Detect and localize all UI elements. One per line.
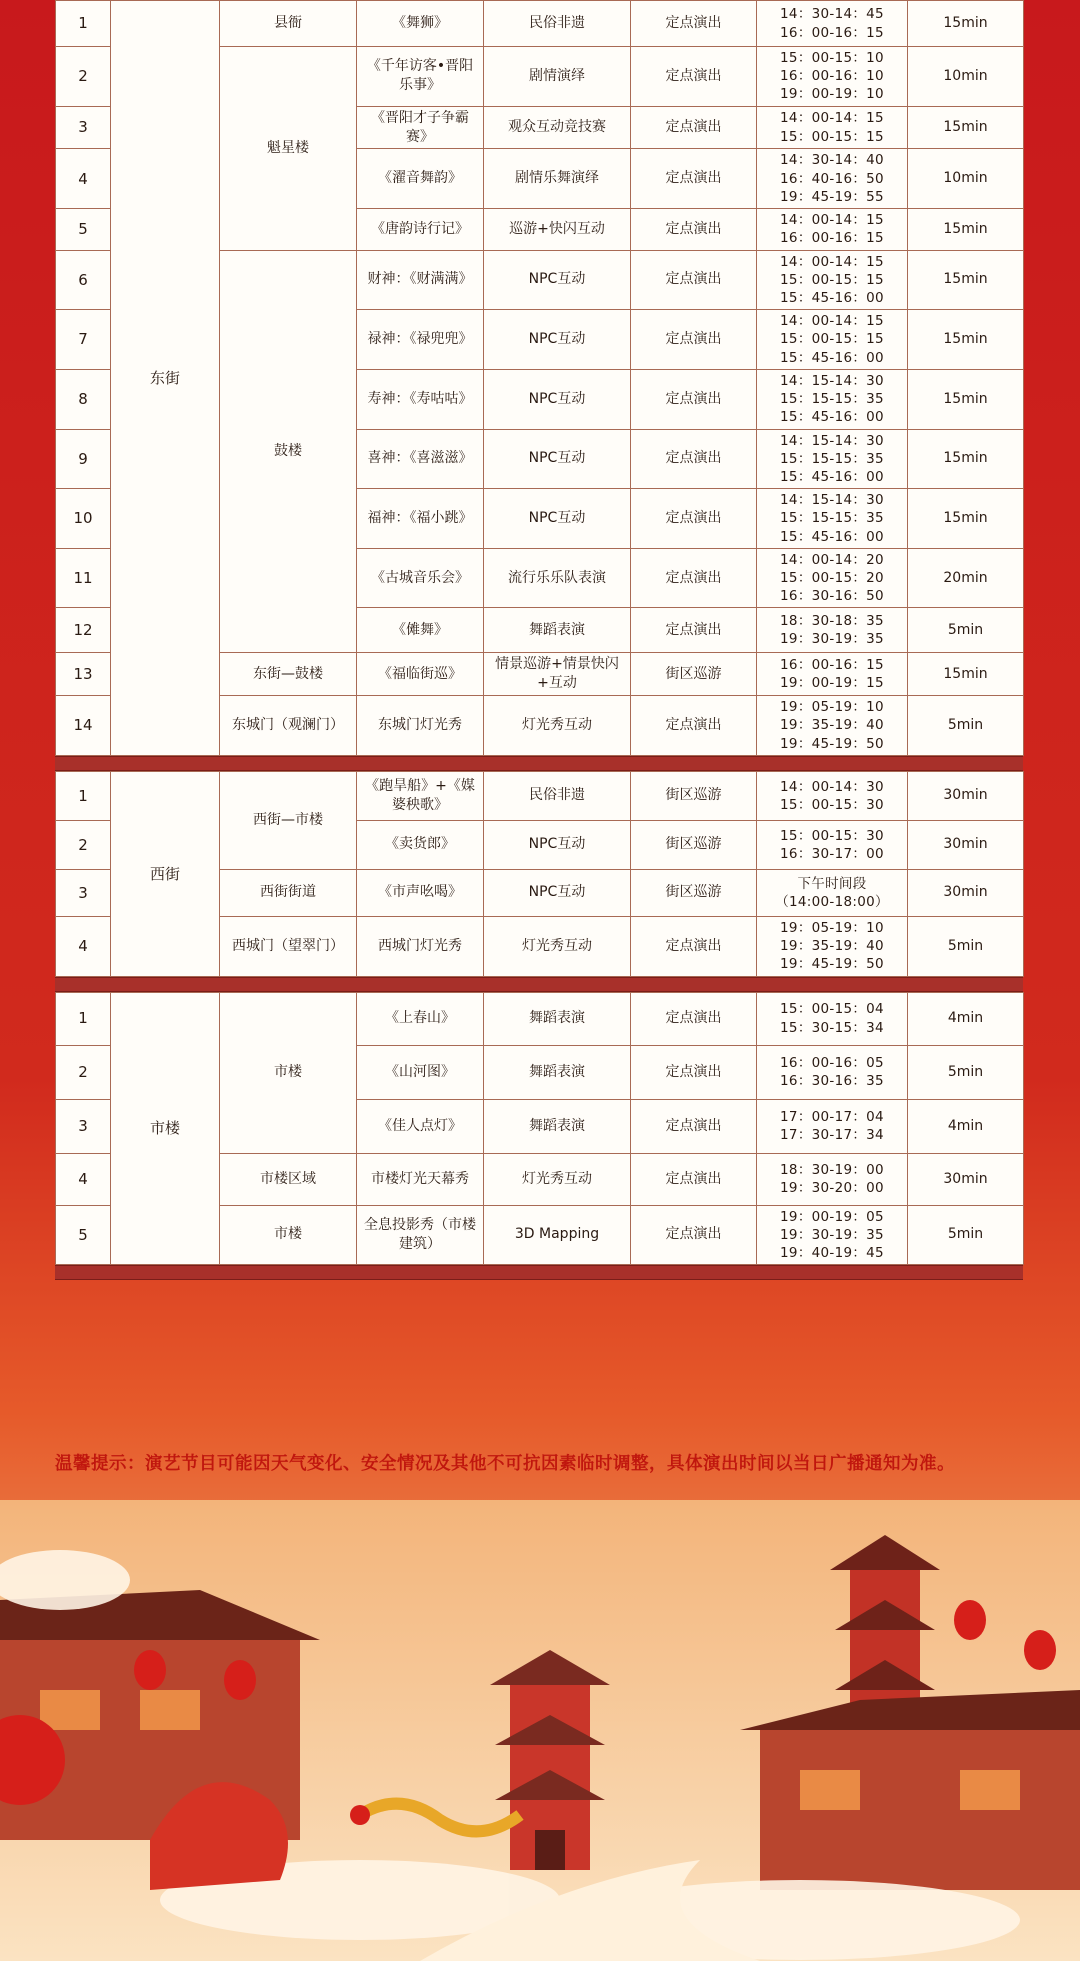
venue-name: 鼓楼 [220, 250, 357, 653]
time-slot: 15：00-15：10 [780, 50, 884, 66]
show-times [757, 916, 908, 976]
row-number: 13 [56, 653, 111, 696]
show-type: 民俗非遗 [484, 771, 631, 820]
notice-text: 温馨提示：演艺节目可能因天气变化、安全情况及其他不可抗因素临时调整，具体演出时间以当日广播通知为准。 [55, 1454, 955, 1474]
time-slot: 15：15-15：35 [780, 450, 884, 467]
show-type: NPC互动 [484, 250, 631, 310]
show-times [757, 369, 908, 429]
row-number: 11 [56, 548, 111, 608]
duration: 30min [908, 820, 1024, 869]
time-slot: 19：30-19：35 [780, 1226, 884, 1243]
show-type: 3D Mapping [484, 1205, 631, 1265]
time-slot: 16：00-16：10 [780, 68, 884, 85]
row-number: 1 [56, 771, 111, 820]
show-times [757, 1, 908, 47]
time-slot: 19：30-20：00 [780, 1180, 884, 1197]
show-name: 《唐韵诗行记》 [357, 209, 484, 250]
show-name: 财神：《财满满》 [357, 250, 484, 310]
area-name: 西街 [111, 771, 220, 976]
section-divider [55, 1265, 1023, 1280]
performance-mode: 定点演出 [631, 1, 757, 47]
time-slot: 16：00-16：15 [780, 657, 884, 674]
show-name: 《古城音乐会》 [357, 548, 484, 608]
time-slot: 15：15-15：35 [780, 391, 884, 408]
duration: 15min [908, 310, 1024, 370]
time-slot: 19：30-19：35 [780, 631, 884, 648]
show-name: 《市声吆喝》 [357, 869, 484, 916]
row-number: 5 [56, 209, 111, 250]
show-type: 民俗非遗 [484, 1, 631, 47]
duration: 15min [908, 369, 1024, 429]
time-slot: 19：00-19：10 [780, 86, 884, 103]
row-number: 9 [56, 429, 111, 489]
time-slot: 19：45-19：50 [780, 735, 884, 752]
section-divider [55, 977, 1023, 992]
time-slot: 19：00-19：15 [780, 675, 884, 692]
time-slot: 14：00-14：15 [780, 313, 884, 330]
time-slot: 14：30-14：40 [780, 152, 884, 169]
venue-name: 西城门（望翠门） [220, 916, 357, 976]
duration: 30min [908, 1153, 1024, 1205]
time-slot: 14：15-14：30 [780, 432, 884, 449]
duration: 15min [908, 106, 1024, 149]
show-type: 情景巡游+情景快闪+互动 [484, 653, 631, 696]
time-slot: 19：45-19：55 [780, 188, 884, 205]
show-name: 《傩舞》 [357, 608, 484, 653]
duration: 20min [908, 548, 1024, 608]
time-slot: 16：00-16：15 [780, 24, 884, 41]
row-number: 4 [56, 916, 111, 976]
time-slot: 19：05-19：10 [780, 919, 884, 936]
table-row [56, 771, 1024, 820]
row-number: 2 [56, 820, 111, 869]
time-slot: 16：30-16：35 [780, 1073, 884, 1090]
show-type: 剧情演绎 [484, 47, 631, 107]
show-name: 市楼灯光天幕秀 [357, 1153, 484, 1205]
show-times [757, 869, 908, 916]
show-type: NPC互动 [484, 429, 631, 489]
row-number: 4 [56, 1153, 111, 1205]
schedule-table [55, 771, 1024, 977]
show-times [757, 209, 908, 250]
show-times [757, 653, 908, 696]
time-slot: 15：00-15：15 [780, 128, 884, 145]
show-name: 《福临街巡》 [357, 653, 484, 696]
performance-mode: 定点演出 [631, 1153, 757, 1205]
show-type: NPC互动 [484, 369, 631, 429]
performance-mode: 定点演出 [631, 489, 757, 549]
time-slot: 18：30-18：35 [780, 613, 884, 630]
time-slot: 14：15-14：30 [780, 372, 884, 389]
venue-name: 西街街道 [220, 869, 357, 916]
area-name: 市楼 [111, 992, 220, 1265]
time-slot: 14：00-14：15 [780, 253, 884, 270]
performance-mode: 定点演出 [631, 992, 757, 1045]
duration: 4min [908, 1099, 1024, 1153]
row-number: 1 [56, 1, 111, 47]
venue-name: 县衙 [220, 1, 357, 47]
show-type: 舞蹈表演 [484, 1045, 631, 1099]
show-type: 舞蹈表演 [484, 1099, 631, 1153]
time-slot: 15：45-16：00 [780, 528, 884, 545]
right-buildings-icon [740, 1690, 1080, 1890]
row-number: 7 [56, 310, 111, 370]
show-type: 巡游+快闪互动 [484, 209, 631, 250]
time-slot: 15：00-15：20 [780, 570, 884, 587]
time-slot: 15：00-15：15 [780, 331, 884, 348]
time-slot: 15：00-15：30 [780, 827, 884, 844]
performance-mode: 街区巡游 [631, 820, 757, 869]
performance-mode: 定点演出 [631, 429, 757, 489]
show-type: 观众互动竞技赛 [484, 106, 631, 149]
row-number: 4 [56, 149, 111, 209]
show-name: 寿神：《寿咕咕》 [357, 369, 484, 429]
section-market-tower [56, 992, 1024, 1265]
show-times [757, 1153, 908, 1205]
time-slot: 19：35-19：40 [780, 938, 884, 955]
schedule-table [55, 0, 1024, 756]
time-slot: （14:00-18:00） [775, 893, 889, 910]
show-times [757, 1205, 908, 1265]
time-slot: 14：30-14：45 [780, 6, 884, 23]
row-number: 3 [56, 869, 111, 916]
time-slot: 15：30-15：34 [780, 1019, 884, 1036]
time-slot: 15：00-15：30 [780, 796, 884, 813]
time-slot: 16：40-16：50 [780, 170, 884, 187]
performance-mode: 定点演出 [631, 310, 757, 370]
performance-mode: 定点演出 [631, 250, 757, 310]
table-row [56, 992, 1024, 1045]
show-times [757, 992, 908, 1045]
show-name: 《舞狮》 [357, 1, 484, 47]
time-slot: 18：30-19：00 [780, 1161, 884, 1178]
show-type: NPC互动 [484, 820, 631, 869]
performance-mode: 街区巡游 [631, 771, 757, 820]
show-times [757, 1099, 908, 1153]
show-type: 灯光秀互动 [484, 1153, 631, 1205]
time-slot: 16：00-16：05 [780, 1054, 884, 1071]
row-number: 6 [56, 250, 111, 310]
show-type: 舞蹈表演 [484, 992, 631, 1045]
area-name: 东街 [111, 1, 220, 756]
performance-mode: 定点演出 [631, 1205, 757, 1265]
performance-mode: 定点演出 [631, 1045, 757, 1099]
duration: 30min [908, 869, 1024, 916]
row-number: 12 [56, 608, 111, 653]
performance-mode: 定点演出 [631, 916, 757, 976]
show-type: NPC互动 [484, 869, 631, 916]
show-times [757, 310, 908, 370]
duration: 30min [908, 771, 1024, 820]
time-slot: 14：00-14：20 [780, 551, 884, 568]
show-times [757, 771, 908, 820]
show-type: 舞蹈表演 [484, 608, 631, 653]
row-number: 3 [56, 106, 111, 149]
show-name: 全息投影秀（市楼建筑） [357, 1205, 484, 1265]
duration: 5min [908, 1205, 1024, 1265]
show-name: 福神：《福小跳》 [357, 489, 484, 549]
row-number: 10 [56, 489, 111, 549]
time-slot: 16：30-16：50 [780, 588, 884, 605]
duration: 4min [908, 992, 1024, 1045]
time-slot: 16：00-16：15 [780, 230, 884, 247]
venue-name: 市楼区域 [220, 1153, 357, 1205]
show-type: NPC互动 [484, 310, 631, 370]
show-name: 《上春山》 [357, 992, 484, 1045]
time-slot: 16：30-17：00 [780, 845, 884, 862]
show-name: 禄神：《禄兜兜》 [357, 310, 484, 370]
time-slot: 15：45-16：00 [780, 289, 884, 306]
show-name: 《山河图》 [357, 1045, 484, 1099]
ancient-town-illustration [0, 1500, 1080, 1961]
show-name: 东城门灯光秀 [357, 696, 484, 756]
venue-name: 东街—鼓楼 [220, 653, 357, 696]
performance-mode: 定点演出 [631, 47, 757, 107]
duration: 5min [908, 696, 1024, 756]
show-times [757, 489, 908, 549]
show-name: 《晋阳才子争霸赛》 [357, 106, 484, 149]
show-type: NPC互动 [484, 489, 631, 549]
show-name: 《濯音舞韵》 [357, 149, 484, 209]
show-times [757, 548, 908, 608]
show-times [757, 1045, 908, 1099]
duration: 15min [908, 653, 1024, 696]
time-slot: 19：45-19：50 [780, 956, 884, 973]
venue-name: 西街—市楼 [220, 771, 357, 869]
performance-mode: 定点演出 [631, 608, 757, 653]
duration: 15min [908, 1, 1024, 47]
show-name: 喜神：《喜滋滋》 [357, 429, 484, 489]
show-times [757, 250, 908, 310]
duration: 5min [908, 608, 1024, 653]
section-divider [55, 756, 1023, 771]
time-slot: 15：45-16：00 [780, 468, 884, 485]
time-slot: 15：45-16：00 [780, 409, 884, 426]
time-slot: 14：00-14：15 [780, 212, 884, 229]
time-slot: 15：00-15：04 [780, 1001, 884, 1018]
time-slot: 14：00-14：30 [780, 778, 884, 795]
time-slot: 19：35-19：40 [780, 717, 884, 734]
show-name: 《佳人点灯》 [357, 1099, 484, 1153]
show-times [757, 696, 908, 756]
row-number: 5 [56, 1205, 111, 1265]
performance-mode: 定点演出 [631, 149, 757, 209]
performance-mode: 街区巡游 [631, 653, 757, 696]
schedule-table-wrapper [55, 0, 1023, 1280]
performance-mode: 定点演出 [631, 696, 757, 756]
show-times [757, 608, 908, 653]
time-slot: 15：45-16：00 [780, 349, 884, 366]
performance-mode: 街区巡游 [631, 869, 757, 916]
time-slot: 19：05-19：10 [780, 699, 884, 716]
show-name: 西城门灯光秀 [357, 916, 484, 976]
show-times [757, 106, 908, 149]
show-times [757, 820, 908, 869]
duration: 15min [908, 429, 1024, 489]
section-west-street [56, 771, 1024, 976]
performance-mode: 定点演出 [631, 106, 757, 149]
show-times [757, 149, 908, 209]
venue-name: 魁星楼 [220, 47, 357, 251]
venue-name: 东城门（观澜门） [220, 696, 357, 756]
show-type: 灯光秀互动 [484, 916, 631, 976]
time-slot: 19：40-19：45 [780, 1245, 884, 1261]
time-slot: 15：15-15：35 [780, 510, 884, 527]
table-row [56, 1, 1024, 47]
duration: 5min [908, 1045, 1024, 1099]
duration: 15min [908, 489, 1024, 549]
row-number: 8 [56, 369, 111, 429]
time-slot: 19：00-19：05 [780, 1208, 884, 1225]
show-type: 流行乐乐队表演 [484, 548, 631, 608]
row-number: 14 [56, 696, 111, 756]
time-slot: 14：15-14：30 [780, 492, 884, 509]
row-number: 2 [56, 47, 111, 107]
duration: 15min [908, 209, 1024, 250]
performance-mode: 定点演出 [631, 548, 757, 608]
show-name: 《卖货郎》 [357, 820, 484, 869]
time-slot: 14：00-14：15 [780, 110, 884, 127]
row-number: 2 [56, 1045, 111, 1099]
time-slot: 17：00-17：04 [780, 1108, 884, 1125]
performance-mode: 定点演出 [631, 209, 757, 250]
time-slot: 15：00-15：15 [780, 271, 884, 288]
venue-name: 市楼 [220, 992, 357, 1153]
show-type: 剧情乐舞演绎 [484, 149, 631, 209]
venue-name: 市楼 [220, 1205, 357, 1265]
duration: 10min [908, 47, 1024, 107]
time-slot: 下午时间段 [797, 875, 867, 892]
row-number: 1 [56, 992, 111, 1045]
show-type: 灯光秀互动 [484, 696, 631, 756]
duration: 15min [908, 250, 1024, 310]
schedule-table [55, 992, 1024, 1266]
performance-mode: 定点演出 [631, 1099, 757, 1153]
show-times [757, 47, 908, 107]
duration: 5min [908, 916, 1024, 976]
section-east-street [56, 1, 1024, 756]
show-name: 《跑旱船》+《媒婆秧歌》 [357, 771, 484, 820]
duration: 10min [908, 149, 1024, 209]
performance-mode: 定点演出 [631, 369, 757, 429]
show-times [757, 429, 908, 489]
row-number: 3 [56, 1099, 111, 1153]
time-slot: 17：30-17：34 [780, 1127, 884, 1144]
show-name: 《千年访客•晋阳乐事》 [357, 47, 484, 107]
